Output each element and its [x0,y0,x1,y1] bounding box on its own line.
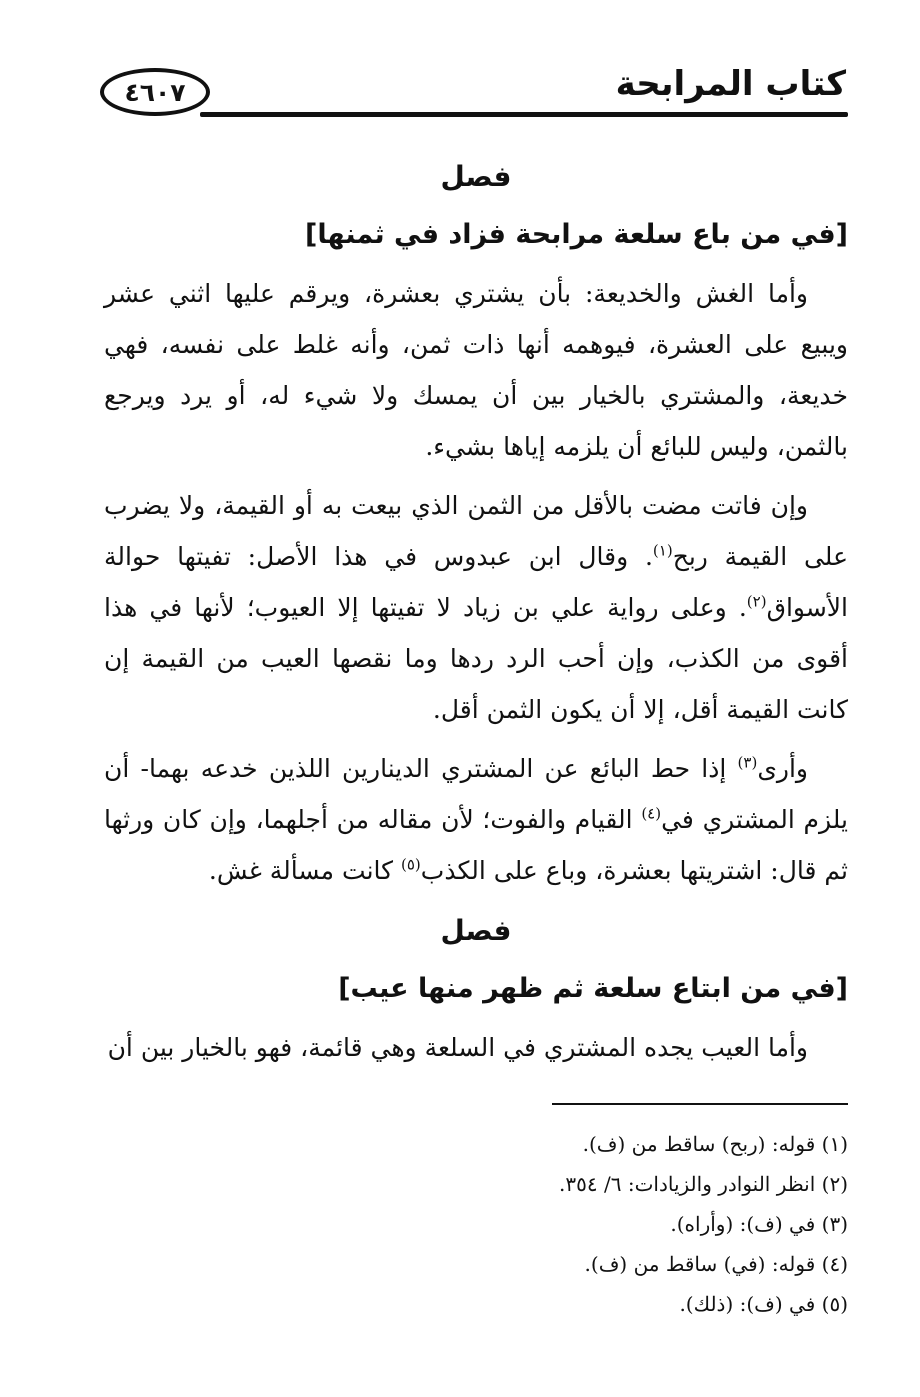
footnote: (٥) في (ف): (ذلك). [679,1292,848,1316]
section-subheading: [في من باع سلعة مرابحة فزاد في ثمنها] [305,219,848,250]
footnote-marker[interactable]: (١) [652,541,673,560]
paragraph [104,743,848,896]
footnote-marker[interactable]: (٥) [401,855,421,874]
paragraph [104,268,848,472]
footnote-rule [552,1103,848,1105]
page-number-badge [100,68,210,116]
paragraph-text: . وقال ابن عبدوس في هذا الأصل: تفيتها حوالة الأسواق [104,542,848,622]
footnote: (٤) قوله: (في) ساقط من (ف). [584,1252,848,1276]
paragraph-text: . وعلى رواية علي بن زياد لا تفيتها إلا العيوب؛ لأنها في هذا أقوى من الكذب، وإن أحب الرد ردها وما نقصها العيب من القيمة إن كانت القيمة أقل، إلا أن يكون الثمن أقل. [104,593,848,724]
section-subheading: [في من ابتاع سلعة ثم ظهر منها عيب] [338,973,848,1004]
paragraph-text: إذا حط البائع عن المشتري الدينارين اللذين خدعه بهما- أن يلزم المشتري في [104,754,848,834]
paragraph-text: وأما العيب يجده المشتري في السلعة وهي قائمة، فهو بالخيار بين أن [107,1033,808,1062]
paragraph-text: القيام والفوت؛ لأن مقاله من أجلهما، وإن كان ورثها ثم قال: اشتريتها بعشرة، وباع على الكذب [104,805,848,885]
page-number: ٤٦٠٧ [124,77,186,107]
book-title: كتاب المرابحة [615,64,846,104]
footnote-marker[interactable]: (٤) [641,804,662,823]
footnote-marker[interactable]: (٣) [737,753,758,772]
paragraph [104,480,848,735]
paragraph [104,1022,848,1073]
footnote: (٣) في (ف): (وأراه). [670,1212,848,1236]
section-heading: فصل [440,914,512,947]
footnote-marker[interactable]: (٢) [746,592,767,611]
header-rule [200,112,848,117]
footnote: (٢) انظر النوادر والزيادات: ٦/ ٣٥٤. [559,1172,848,1196]
footnotes [248,1124,848,1324]
paragraph-text: وإن فاتت مضت بالأقل من الثمن الذي بيعت به أو القيمة، ولا يضرب على القيمة ربح [104,491,849,571]
main-content [104,150,848,1081]
paragraph-text: كانت مسألة غش. [208,856,401,885]
footnote: (١) قوله: (ربح) ساقط من (ف). [582,1132,848,1156]
running-header [100,62,848,122]
paragraph-text: وأرى [757,754,808,783]
paragraph-text: وأما الغش والخديعة: بأن يشتري بعشرة، ويرقم عليها اثني عشر ويبيع على العشرة، فيوهمه أنها ذات ثمن، وأنه غلط على نفسه، فهي خديعة، والمشتري بالخيار بين أن يمسك ولا شيء له، أو يرد ويرجع بالثمن، وليس للبائع أن يلزمه إياها بشيء. [104,279,848,461]
section-heading: فصل [440,160,512,193]
